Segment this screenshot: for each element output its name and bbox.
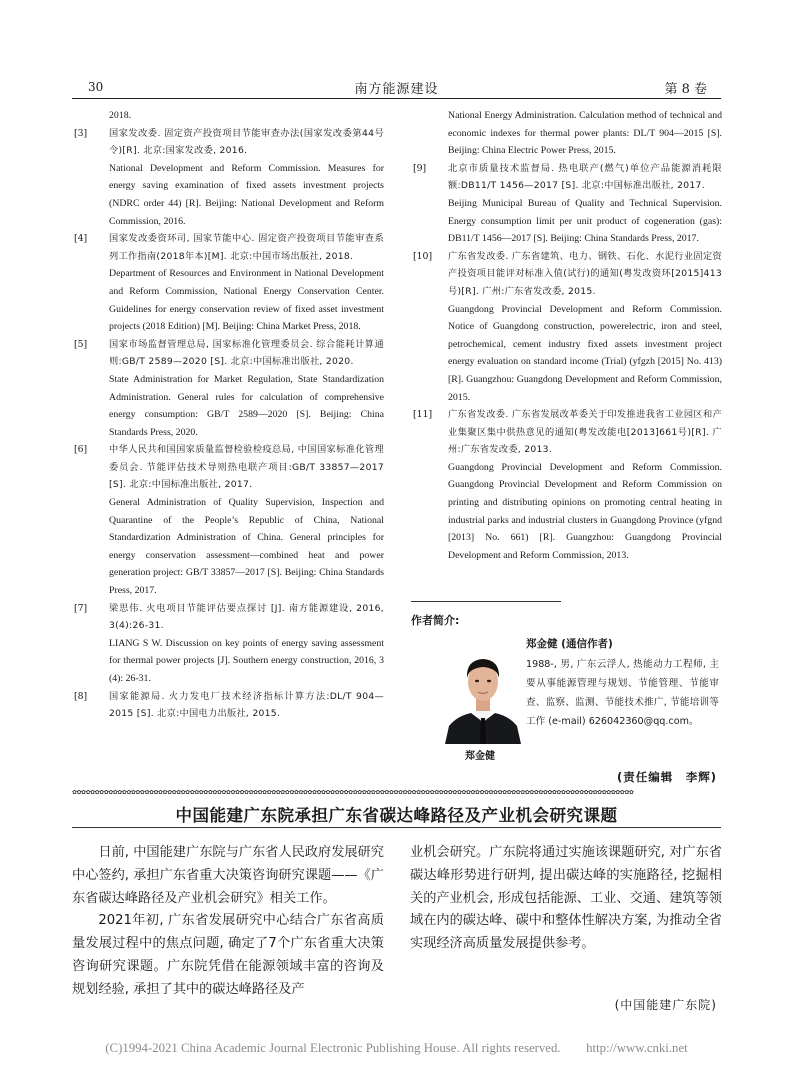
reference-number: [6]: [74, 444, 88, 456]
reference-number: [10]: [413, 250, 433, 262]
reference-item: [411, 160, 722, 248]
responsible-editor: (责任编辑 李辉): [616, 770, 717, 784]
reference-item: [411, 107, 722, 160]
reference-item: [411, 248, 722, 406]
portrait-image: [443, 640, 523, 744]
reference-text-en: Department of Resources and Environment in National Development and Reform Commission, National Energy Conservation Center. Guidelines for energy conservation review of fixed asset investment projects (2018 Edition) [M]. Beijing: China Market Press, 2018.: [109, 268, 384, 333]
references-right-column: [411, 107, 722, 564]
reference-item: [72, 230, 384, 336]
author-heading: 作者简介:: [411, 614, 460, 627]
author-photo: [443, 640, 523, 744]
reference-item: [72, 336, 384, 442]
news-paragraph: 业机会研究。广东院将通过实施该课题研究, 对广东省碳达峰形势进行研判, 提出碳达峰的实施路径, 挖掘相关的产业机会, 形成包括能源、工业、交通、建筑等领域在内的碳达峰、碳中和整体性解决方案, 为推动全省实现经济高质量发展提供参考。: [410, 845, 722, 952]
reference-text-zh: 广东省发改委. 广东省发展改革委关于印发推进我省工业园区和产业集聚区集中供热意见的通知(粤发改能电[2013]661号)[R]. 广州:广东省发改委, 2013.: [448, 409, 722, 456]
reference-text-zh: 梁思伟. 火电项目节能评估要点探讨 [J]. 南方能源建设, 2016, 3(4):26-31.: [109, 602, 384, 632]
reference-text-zh: 中华人民共和国国家质量监督检验检疫总局, 中国国家标准化管理委员会. 节能评估技术导则热电联产项目:GB/T 33857—2017 [S]. 北京:中国标准出版社, 2017.: [109, 444, 384, 491]
reference-text-en: National Energy Administration. Calculation method of technical and economic indexes for thermal power plants: DL/T 904—2015 [S]. Beijing: China Electric Power Press, 2015.: [448, 110, 722, 157]
reference-item: [72, 688, 384, 723]
reference-text-en: Beijing Municipal Bureau of Quality and Technical Supervision. Energy consumption limit per unit product of cogeneration (gas): DB11/T 1456—2017 [S]. Beijing: China Standards Press, 2017.: [448, 197, 722, 245]
reference-item: [72, 441, 384, 599]
reference-number: [7]: [74, 602, 88, 614]
news-right-column: [410, 842, 722, 956]
reference-text-zh: 北京市质量技术监督局. 热电联产(燃气)单位产品能源消耗限额:DB11/T 1456—2017 [S]. 北京:中国标准出版社, 2017.: [448, 162, 722, 192]
news-paragraph: 2021年初, 广东省发展研究中心结合广东省高质量发展过程中的焦点问题, 确定了7个广东省重大决策咨询研究课题。广东院凭借在能源领域丰富的咨询及规划经验, 承担了其中的碳达峰路径及产: [72, 913, 384, 997]
reference-item: [72, 107, 384, 125]
reference-item: [411, 406, 722, 564]
reference-number: [3]: [74, 127, 88, 139]
reference-text-en: Guangdong Provincial Development and Reform Commission. Notice of Guangdong construction, powerelectric, iron and steel, petrochemical, cement industry fixed assets investment project energy evaluation on standard income (Trial) (yfgzh [2015] No. 413) [R]. Guangzhou: Guangdong Development and Reform Commission, 2015.: [448, 303, 722, 403]
news-rule: [72, 827, 721, 828]
reference-text-zh: 国家市场监督管理总局, 国家标准化管理委员会. 综合能耗计算通则:GB/T 2589—2020 [S]. 北京:中国标准出版社, 2020.: [109, 338, 384, 368]
reference-number: [5]: [74, 338, 88, 350]
reference-text-en: National Development and Reform Commission. Measures for energy saving examination of fixed assets investment projects (NDRC order 44) [R]. Beijing: National Development and Reform Commission, 2016.: [109, 162, 384, 227]
reference-item: [72, 600, 384, 688]
header-rule: [72, 98, 721, 99]
reference-number: [8]: [74, 690, 88, 702]
reference-text-zh: 国家能源局. 火力发电厂技术经济指标计算方法:DL/T 904—2015 [S]. 北京:中国电力出版社, 2015.: [109, 690, 384, 720]
news-title: 中国能建广东院承担广东省碳达峰路径及产业机会研究课题: [175, 806, 618, 825]
reference-text-en: 2018.: [109, 110, 132, 121]
reference-number: [9]: [413, 162, 427, 174]
author-section-rule: [411, 601, 561, 602]
copyright-footer: (C)1994-2021 China Academic Journal Electronic Publishing House. All rights reserved. http://www.cnki.net: [105, 1041, 688, 1055]
reference-text-en: Guangdong Provincial Development and Reform Commission. Guangdong Provincial Development and Reform Commission on printing and distributing opinions on promoting central heating in industrial parks and industrial clusters in Guangdong Province (yfgnd [2013] No. 661) [R]. Guangzhou: Guangdong Provincial Development and Reform Commission, 2013.: [448, 461, 722, 561]
reference-text-zh: 国家发改委. 固定资产投资项目节能审查办法(国家发改委第44号令)[R]. 北京:国家发改委, 2016.: [109, 127, 384, 157]
reference-text-en: LIANG S W. Discussion on key points of energy saving assessment for thermal power projects [J]. Southern energy construction, 2016, 3 (4): 26-31.: [109, 637, 384, 684]
photo-caption: 郑金健: [465, 751, 495, 762]
reference-text-zh: 国家发改委资环司, 国家节能中心. 固定资产投资项目节能审查系列工作指南(2018年本)[M]. 北京:中国市场出版社, 2018.: [109, 233, 384, 262]
reference-number: [4]: [74, 233, 88, 245]
journal-title: 南方能源建设: [354, 82, 439, 97]
reference-number: [11]: [413, 409, 433, 421]
reference-text-en: General Administration of Quality Supervision, Inspection and Quarantine of the People’s Republic of China, National Standardization Administration of China. General principles for energy conservation assessment—combined heat and power generation project: GB/T 33857—2017 [S]. Beijing: China Standards Press, 2017.: [109, 497, 384, 597]
reference-text-en: State Administration for Market Regulation, State Standardization Administration. General rules for calculation of comprehensive energy consumption: GB/T 2589—2020 [S]. Beijing: China Standards Press, 2020.: [109, 373, 384, 438]
news-source: (中国能建广东院): [614, 998, 717, 1012]
reference-text-zh: 广东省发改委. 广东省建筑、电力、钢铁、石化、水泥行业固定资产投资项目能评对标准入值(试行)的通知(粤发改资环[2015]413号)[R]. 广州:广东省发改委, 2015.: [448, 250, 722, 297]
references-left-column: [72, 107, 384, 723]
volume-label: 第 8 卷: [664, 82, 707, 97]
news-paragraph: 日前, 中国能建广东院与广东省人民政府发展研究中心签约, 承担广东省重大决策咨询研究课题——《广东省碳达峰路径及产业机会研究》相关工作。: [72, 845, 384, 906]
section-divider: ✿✿✿✿✿✿✿✿✿✿✿✿✿✿✿✿✿✿✿✿✿✿✿✿✿✿✿✿✿✿✿✿✿✿✿✿✿✿✿✿✿✿✿✿✿✿✿✿✿✿✿✿✿✿✿✿✿✿✿✿✿✿✿✿✿✿✿✿✿✿✿✿✿✿✿✿✿✿✿✿✿✿✿✿✿✿✿✿✿✿✿✿✿✿✿✿✿✿✿✿✿✿✿✿✿✿✿✿✿✿✿✿✿✿✿✿✿✿✿✿✿✿✿✿: [72, 790, 634, 796]
page-number: 30: [88, 80, 104, 94]
author-name: 郑金健 (通信作者): [526, 638, 613, 650]
author-bio: 1988-, 男, 广东云浮人, 热能动力工程师, 主要从事能源管理与规划、节能管理、节能审查、监察、监测、节能技术推广, 节能培训等工作 (e-mail) 626042360@qq.com。: [526, 659, 719, 727]
news-left-column: [72, 842, 384, 1002]
reference-item: [72, 125, 384, 231]
